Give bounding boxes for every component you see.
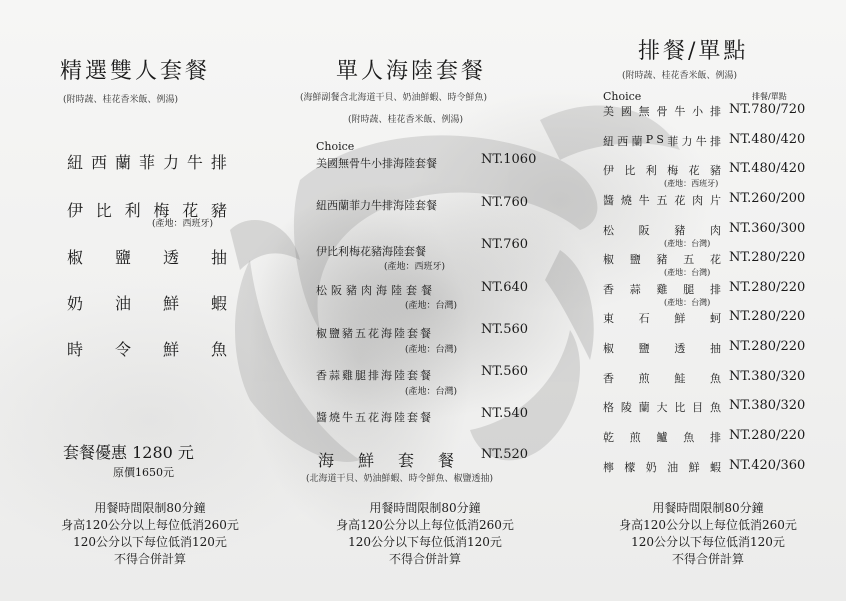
steak-item-row [603, 429, 721, 445]
couple-item-char: 豬 [210, 201, 227, 220]
couple-item-char: 鮮 [162, 340, 179, 359]
couple-item-4 [67, 291, 227, 314]
steak-item-row [603, 222, 721, 238]
steak-item-char: 蒜 [629, 283, 641, 296]
steak-item-char: 牛 [638, 194, 650, 207]
footer-col1-line2: 身高120公分以上每位低消260元 [61, 518, 239, 532]
steak-item-price: NT.480/420 [729, 132, 806, 147]
steak-item-price: NT.280/220 [729, 250, 806, 265]
steak-item-char: 燒 [620, 194, 632, 207]
steak-item-row [603, 399, 721, 415]
footer-col3-line1: 用餐時間限制80分鐘 [652, 501, 764, 515]
steak-item-char: 奶 [645, 461, 657, 474]
footer-col2-line3: 120公分以下每位低消120元 [348, 535, 502, 549]
single-item-6-origin: (產地：台灣) [405, 387, 458, 397]
steak-item-char: 鮮 [674, 312, 686, 325]
couple-item-char: 利 [124, 201, 141, 220]
steak-item-char: 香 [603, 283, 614, 296]
steak-item-char: 梅 [667, 164, 679, 177]
couple-item-char: 鹽 [114, 248, 131, 267]
single-item-6-name: 香蒜雞腿排海陸套餐 [316, 369, 433, 382]
steak-item-char: 蝦 [709, 461, 721, 474]
title-steak-a-la-carte: 排餐/單點 [638, 39, 749, 64]
steak-item-char: 花 [674, 194, 686, 207]
single-item-3-price: NT.760 [481, 237, 529, 252]
steak-item-char: P [645, 133, 654, 146]
steak-item-row [603, 192, 721, 208]
steak-item-price: NT.420/360 [729, 458, 806, 473]
steak-item-row [603, 370, 721, 386]
steak-item-row [603, 281, 721, 297]
steak-item-row [603, 251, 721, 267]
title-single-surf-turf: 單人海陸套餐 [336, 59, 487, 84]
steak-item-char: 無 [638, 105, 650, 118]
single-item-1-name: 美國無骨牛小排海陸套餐 [316, 157, 437, 170]
steak-item-char: 雞 [656, 283, 668, 296]
steak-item-char: 花 [688, 164, 700, 177]
single-item-4-name: 松阪豬肉海陸套餐 [316, 284, 436, 297]
title-couple-set: 精選雙人套餐 [60, 59, 211, 84]
couple-item-char: 菲 [138, 153, 155, 172]
couple-item-char: 抽 [210, 248, 227, 267]
couple-item-char: 透 [162, 248, 179, 267]
steak-item-char: 椒 [603, 342, 614, 355]
steak-item-price: NT.380/320 [729, 398, 806, 413]
footer-col2-line2: 身高120公分以上每位低消260元 [336, 518, 514, 532]
steak-item-price: NT.380/320 [729, 369, 806, 384]
single-item-4-origin: (產地：台灣) [405, 301, 458, 311]
steak-item-char: 煎 [638, 372, 650, 385]
couple-item-char: 力 [162, 153, 179, 172]
couple-item-5 [67, 337, 227, 360]
steak-item-char: 石 [638, 312, 650, 325]
steak-item-char: 美 [603, 105, 614, 118]
steak-item-char: 豬 [709, 164, 721, 177]
steak-item-char: 格 [603, 401, 614, 414]
steak-header-price: 排餐/單點 [752, 92, 787, 101]
steak-item-price: NT.260/200 [729, 191, 806, 206]
steak-item-char: 透 [674, 342, 686, 355]
footer-col2-line1: 用餐時間限制80分鐘 [369, 501, 481, 515]
single-item-1-price: NT.1060 [481, 152, 537, 167]
footer-col3-line3: 120公分以下每位低消120元 [631, 535, 785, 549]
steak-item-char: 東 [603, 312, 614, 325]
couple-item-char: 花 [182, 201, 199, 220]
single-item-2-price: NT.760 [481, 195, 529, 210]
steak-item-char: 比 [674, 401, 686, 414]
subtitle-couple-set: (附時蔬、桂花香米飯、例湯) [63, 95, 179, 105]
steak-item-row [603, 459, 721, 475]
seafood-set-note: (北海道干貝、奶油鮮蝦、時令鮮魚、椒鹽透抽) [306, 474, 494, 484]
footer-col2-line4: 不得合併計算 [388, 552, 461, 566]
steak-item-char: 五 [656, 194, 668, 207]
steak-item-char: 魚 [709, 401, 721, 414]
footer-col1-line3: 120公分以下每位低消120元 [73, 535, 227, 549]
single-item-7-price: NT.540 [481, 406, 529, 421]
steak-item-char: 菲 [667, 135, 679, 148]
single-item-5-price: NT.560 [481, 322, 529, 337]
footer-col1-line1: 用餐時間限制80分鐘 [94, 501, 206, 515]
steak-item-char: 鱸 [656, 431, 668, 444]
steak-item-char: 排 [709, 135, 721, 148]
steak-item-row [603, 103, 721, 119]
steak-item-char: 鹽 [629, 253, 641, 266]
steak-item-char: 抽 [709, 342, 721, 355]
couple-item-2-origin: (產地：西班牙) [152, 219, 214, 229]
steak-item-char: 香 [603, 372, 614, 385]
steak-item-char: 紐 [603, 135, 614, 148]
steak-item-char: 排 [710, 431, 721, 444]
single-choice-label: Choice [316, 140, 355, 153]
single-item-3-name: 伊比利梅花豬海陸套餐 [316, 245, 426, 258]
single-item-5-name: 椒鹽豬五花海陸套餐 [316, 327, 433, 340]
single-item-6-price: NT.560 [481, 364, 529, 379]
subtitle-single-1: (海鮮副餐含北海道干貝、奶油鮮蝦、時令鮮魚) [300, 93, 488, 103]
steak-choice-label: Choice [603, 90, 642, 103]
steak-item-char: 蚵 [709, 312, 721, 325]
steak-item-char: 煎 [629, 431, 641, 444]
steak-item-char: 牛 [695, 135, 707, 148]
steak-item-char: 檸 [603, 461, 614, 474]
steak-item-price: NT.280/220 [729, 428, 806, 443]
steak-item-row [603, 310, 721, 326]
steak-item-char: 西 [617, 135, 629, 148]
steak-item-origin: (產地：台灣) [664, 239, 711, 248]
steak-item-char: 魚 [709, 372, 721, 385]
steak-item-price: NT.280/220 [729, 280, 806, 295]
steak-item-char: 陵 [620, 401, 632, 414]
steak-item-char: 檬 [624, 461, 636, 474]
steak-item-char: 排 [709, 105, 721, 118]
steak-item-char: 蘭 [631, 135, 643, 148]
couple-item-char: 時 [67, 340, 84, 359]
single-item-4-price: NT.640 [481, 280, 529, 295]
steak-item-char: 力 [681, 135, 693, 148]
couple-item-char: 伊 [67, 201, 84, 220]
steak-item-char: 比 [624, 164, 636, 177]
couple-item-char: 牛 [186, 153, 203, 172]
steak-item-char: 松 [603, 224, 614, 237]
couple-item-char: 油 [114, 294, 131, 313]
footer-col1-line4: 不得合併計算 [113, 552, 186, 566]
couple-original-price: 原價1650元 [113, 466, 174, 479]
steak-item-char: 乾 [603, 431, 614, 444]
couple-promo: 套餐優惠 1280 元 [63, 443, 194, 462]
steak-item-price: NT.780/720 [729, 102, 806, 117]
footer-col3-line4: 不得合併計算 [671, 552, 744, 566]
footer-col3 [588, 500, 828, 568]
steak-item-price: NT.360/300 [729, 221, 806, 236]
steak-item-char: 腿 [683, 283, 695, 296]
steak-item-char: 利 [645, 164, 657, 177]
steak-item-char: S [656, 133, 664, 146]
couple-item-char: 椒 [67, 248, 84, 267]
subtitle-single-2: (附時蔬、桂花香米飯、例湯) [348, 115, 464, 125]
seafood-set-name: 海鮮套餐 [318, 451, 479, 470]
steak-item-row [603, 133, 721, 149]
couple-item-char: 蝦 [210, 294, 227, 313]
couple-item-char: 排 [210, 153, 227, 172]
steak-item-char: 肉 [709, 224, 721, 237]
steak-item-char: 油 [667, 461, 679, 474]
subtitle-steak: (附時蔬、桂花香米飯、例湯) [622, 71, 738, 81]
couple-item-1 [67, 150, 227, 173]
couple-item-char: 比 [95, 201, 112, 220]
steak-item-char: 花 [710, 253, 721, 266]
steak-item-char: 鹽 [638, 342, 650, 355]
single-item-7-name: 醬燒牛五花海陸套餐 [316, 411, 433, 424]
steak-item-price: NT.480/420 [729, 161, 806, 176]
steak-item-origin: (產地：台灣) [664, 298, 711, 307]
couple-item-char: 令 [114, 340, 131, 359]
footer-col1 [20, 500, 280, 568]
steak-item-char: 魚 [683, 431, 695, 444]
couple-item-char: 鮮 [162, 294, 179, 313]
steak-item-char: 豬 [674, 224, 686, 237]
steak-item-char: 椒 [603, 253, 614, 266]
couple-item-char: 西 [90, 153, 107, 172]
footer-col2 [295, 500, 555, 568]
steak-item-char: 牛 [674, 105, 686, 118]
seafood-set-price: NT.520 [481, 447, 529, 462]
steak-item-row [603, 340, 721, 356]
steak-item-price: NT.280/220 [729, 309, 806, 324]
footer-col3-line2: 身高120公分以上每位低消260元 [619, 518, 797, 532]
steak-item-char: 阪 [638, 224, 650, 237]
steak-item-char: 國 [620, 105, 632, 118]
steak-item-char: 大 [656, 401, 668, 414]
steak-item-origin: (產地：西班牙) [664, 179, 719, 188]
steak-item-char: 五 [683, 253, 695, 266]
steak-item-row [603, 162, 721, 178]
single-item-2-name: 紐西蘭菲力牛排海陸套餐 [316, 199, 437, 212]
steak-item-char: 伊 [603, 164, 614, 177]
steak-item-char: 豬 [656, 253, 668, 266]
steak-item-char: 肉 [692, 194, 704, 207]
steak-item-char: 蘭 [638, 401, 650, 414]
steak-item-char: 骨 [656, 105, 668, 118]
steak-item-origin: (產地：台灣) [664, 268, 711, 277]
couple-item-char: 紐 [67, 153, 84, 172]
steak-item-char: 鮭 [674, 372, 686, 385]
single-item-3-origin: (產地：西班牙) [384, 262, 446, 272]
steak-item-price: NT.280/220 [729, 339, 806, 354]
couple-item-char: 魚 [210, 340, 227, 359]
steak-item-char: 鮮 [688, 461, 700, 474]
steak-item-char: 醬 [603, 194, 614, 207]
couple-item-3 [67, 245, 227, 268]
steak-item-char: 目 [692, 401, 704, 414]
steak-item-char: 片 [709, 194, 721, 207]
couple-item-char: 奶 [67, 294, 84, 313]
steak-item-char: 排 [710, 283, 721, 296]
couple-item-char: 蘭 [114, 153, 131, 172]
couple-item-char: 梅 [153, 201, 170, 220]
single-item-5-origin: (產地：台灣) [405, 345, 458, 355]
steak-item-char: 小 [692, 105, 704, 118]
